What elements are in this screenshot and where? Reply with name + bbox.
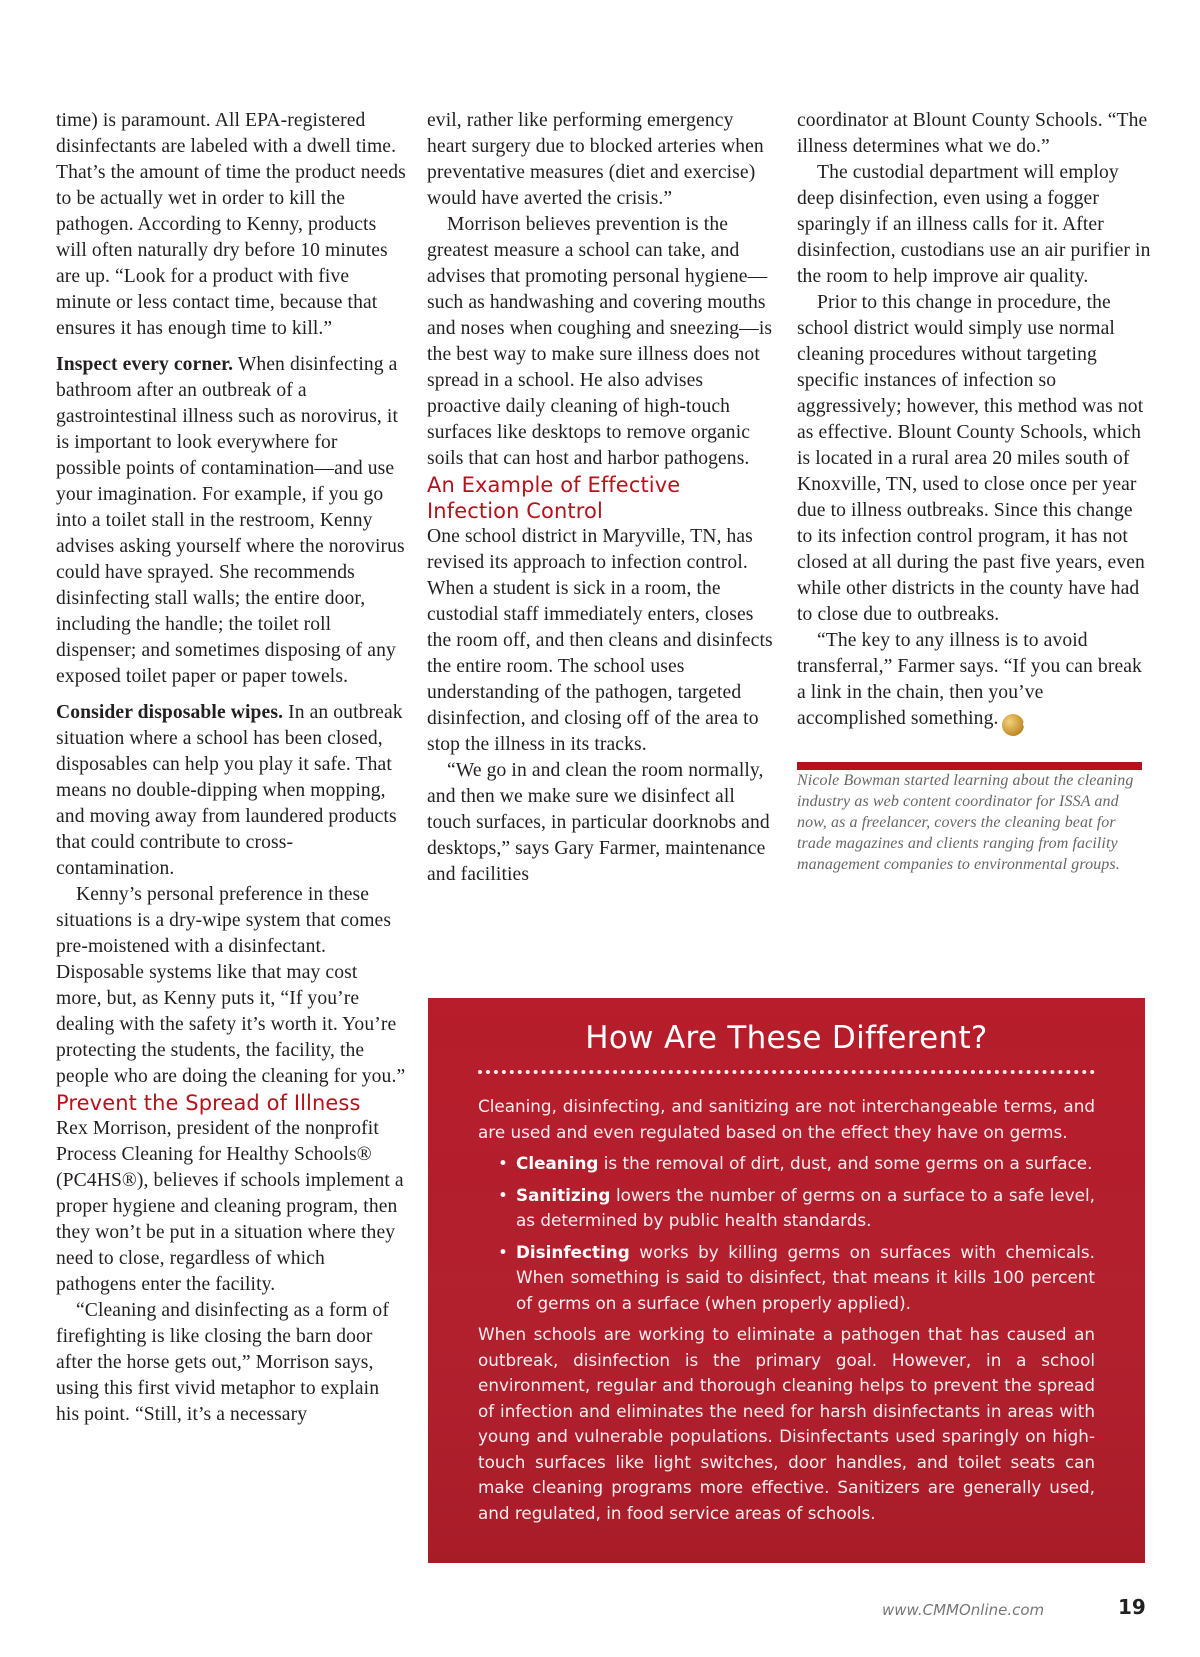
article-column-1 [56, 108, 406, 1428]
paragraph [797, 628, 1152, 736]
paragraph: Prior to this change in procedure, the school district would simply use normal cleaning procedures without targeting specific instances of infection so aggressively; however, this method was not as effective. Blount County Schools, which is located in a rural area 20 miles south of Knoxville, TN, used to close once per year due to illness outbreaks. Since this change to its infection control program, it has not closed at all during the past five years, even while other districts in the county have had to close due to outbreaks. [797, 292, 1145, 625]
paragraph: time) is paramount. All EPA-registered disinfectants are labeled with a dwell time. That’s the amount of time the product needs to be actually wet in order to kill the pathogen. According to Kenny, products will often naturally dry before 10 minutes are up. “Look for a product with five minute or less contact time, because that ensures it has enough time to kill.” [56, 110, 406, 339]
list-item [516, 1183, 1095, 1234]
paragraph [56, 700, 406, 882]
definition-list [478, 1151, 1095, 1316]
definition: lowers the number of germs on a surface to a safe level, as determined by public health standards. [516, 1184, 1095, 1230]
paragraph: Kenny’s personal preference in these situations is a dry-wipe system that comes pre-moistened with a disinfectant. Disposable systems like that may cost more, but, as Kenny puts it, “If you’re dealing with the safety it’s worth it. You’re protecting the students, the facility, the people who are doing the cleaning for you.” [56, 884, 406, 1087]
list-item [516, 1240, 1095, 1317]
sidebar-intro: Cleaning, disinfecting, and sanitizing are not interchangeable terms, and are used and even regulated based on the effect they have on germs. [478, 1096, 1095, 1142]
paragraph: Rex Morrison, president of the nonprofit Process Cleaning for Healthy Schools® (PC4HS®), believes if schools implement a proper hygiene and cleaning program, then they won’t be put in a situation where they need to close, regardless of which pathogens enter the facility. [56, 1118, 404, 1295]
author-bio: Nicole Bowman started learning about the cleaning industry as web content coordinator for ISSA and now, as a freelancer, covers the cleaning beat for trade magazines and clients ranging from facility management companies to environmental groups. [797, 772, 1134, 873]
paragraph: “We go in and clean the room normally, and then we make sure we disinfect all touch surfaces, in particular doorknobs and desktops,” says Gary Farmer, maintenance and facilities [427, 760, 770, 885]
paragraph-text: “The key to any illness is to avoid transferral,” Farmer says. “If you can break a link in the chain, then you’ve accomplished something. [797, 630, 1142, 729]
sidebar-closing: When schools are working to eliminate a pathogen that has caused an outbreak, disinfection is the primary goal. However, in a school environment, regular and thorough cleaning helps to prevent the spread of infection and eliminates the need for harsh disinfectants in areas with young and vulnerable populations. Disinfectants used sparingly on high-touch surfaces like light switches, door handles, and toilet seats can make cleaning programs more effective. Sanitizers are generally used, and regulated, in food service areas of schools. [478, 1324, 1095, 1523]
dotted-divider [478, 1070, 1095, 1074]
page-number: 19 [1118, 1595, 1146, 1619]
bio-divider [797, 762, 1142, 770]
term: Disinfecting [516, 1241, 630, 1262]
run-in-heading: Inspect every corner. [56, 354, 234, 375]
paragraph: evil, rather like performing emergency heart surgery due to blocked arteries when preventative measures (diet and exercise) would have averted the crisis.” [427, 110, 764, 209]
sidebar-title: How Are These Different? [585, 1020, 988, 1056]
paragraph: “Cleaning and disinfecting as a form of firefighting is like closing the barn door after the horse gets out,” Morrison says, using this first vivid metaphor to explain his point. “Still, it’s a necessary [56, 1300, 389, 1425]
definition: is the removal of dirt, dust, and some germs on a surface. [598, 1153, 1093, 1173]
article-column-3 [797, 108, 1152, 875]
sidebar-box [428, 998, 1145, 1563]
end-mark-logo-icon: CM [1002, 714, 1024, 736]
sidebar-body [478, 1094, 1095, 1526]
paragraph: One school district in Maryville, TN, has revised its approach to infection control. When a student is sick in a room, the custodial staff immediately enters, closes the room off, and then cleans and disinfects the entire room. The school uses understanding of the pathogen, targeted disinfection, and closing off of the area to stop the illness in its tracks. [427, 526, 773, 755]
paragraph: coordinator at Blount County Schools. “The illness determines what we do.” [797, 110, 1148, 157]
paragraph [56, 352, 406, 690]
paragraph-text: In an outbreak situation where a school has been closed, disposables can help you play it safe. That means no double-dipping when mopping, and moving away from laundered products that could contribute to cross-contamination. [56, 702, 403, 879]
list-item [516, 1151, 1095, 1177]
term: Sanitizing [516, 1184, 611, 1205]
footer-url: www.CMMOnline.com [882, 1601, 1045, 1619]
paragraph: Morrison believes prevention is the greatest measure a school can take, and advises that promoting personal hygiene—such as handwashing and covering mouths and noses when coughing and sneezing—is the best way to make sure illness does not spread in a school. He also advises proactive daily cleaning of high-touch surfaces like desktops to remove organic soils that can host and harbor pathogens. [427, 214, 773, 469]
term: Cleaning [516, 1153, 599, 1173]
paragraph: The custodial department will employ deep disinfection, even using a fogger sparingly if an illness calls for it. After disinfection, custodians use an air purifier in the room to help improve air quality. [797, 162, 1151, 287]
section-heading: Prevent the Spread of Illness [56, 1091, 361, 1115]
article-column-2 [427, 108, 777, 888]
paragraph-text: When disinfecting a bathroom after an outbreak of a gastrointestinal illness such as norovirus, it is important to look everywhere for possible points of contamination—and use your imagination. For example, if you go into a toilet stall in the restroom, Kenny advises asking yourself where the norovirus could have sprayed. She recommends disinfecting stall walls; the entire door, including the handle; the toilet roll dispenser; and sometimes disposing of any exposed toilet paper or paper towels. [56, 354, 405, 687]
run-in-heading: Consider disposable wipes. [56, 702, 284, 723]
section-heading: An Example of Effective Infection Control [427, 473, 681, 523]
definition: works by killing germs on surfaces with chemicals. When something is said to disinfect, that means it kills 100 percent of germs on a surface (when properly applied). [516, 1241, 1095, 1313]
